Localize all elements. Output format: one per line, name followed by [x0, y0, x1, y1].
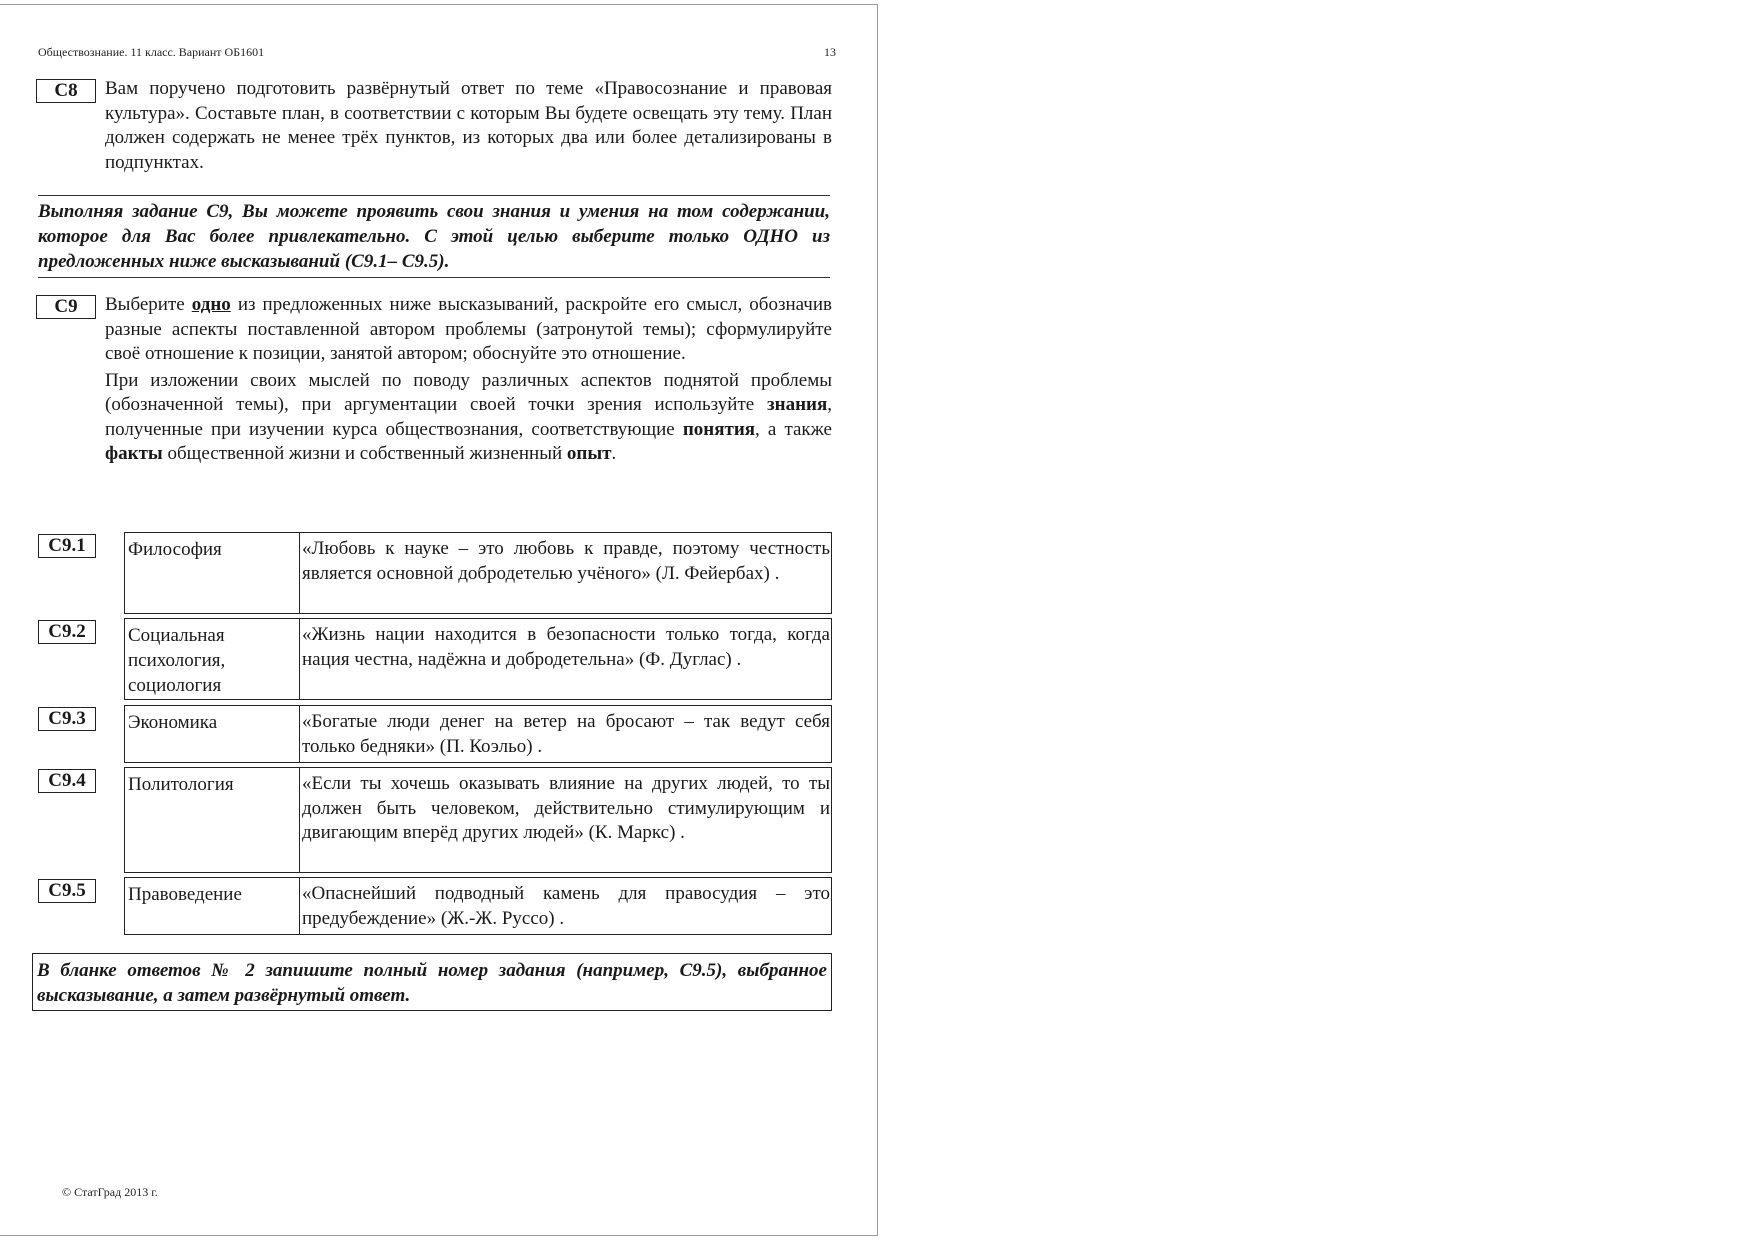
page-number: 13 [824, 45, 836, 59]
option-row [36, 532, 832, 614]
task-c9-paragraph-1: Выберите одно из предложенных ниже высказываний, раскройте его смысл, обозначив разные аспекты поставленной автором проблемы (затронутой темы); сформулируйте своё отношение к позиции, занятой автором; обоснуйте это отношение. [105, 294, 832, 364]
option-row [36, 877, 832, 935]
task-c9-paragraph-2: При изложении своих мыслей по поводу различных аспектов поднятой проблемы (обозначенной темы), при аргументации своей точки зрения используйте знания, полученные при изучении курса обществознания, соответствующие понятия, а также факты общественной жизни и собственный жизненный опыт. [105, 369, 832, 464]
option-field: Экономика [125, 706, 300, 762]
option-label: С9.2 [38, 620, 96, 644]
task-c9-text [105, 293, 832, 469]
emphasis-experience: опыт [566, 443, 612, 464]
emphasis-concepts: понятия [682, 418, 756, 440]
emphasis-one: одно [191, 294, 231, 315]
option-quote: «Богатые люди денег на ветер на бросают – так ведут себя только бедняки» (П. Коэльо) . [302, 711, 830, 757]
option-row [36, 767, 832, 873]
emphasis-knowledge: знания [766, 394, 828, 415]
option-box [124, 532, 832, 614]
divider-bottom [38, 277, 830, 278]
option-box [124, 618, 832, 700]
option-quote: «Любовь к науке – это любовь к правде, поэтому честность является основной добродетелью учёного» (Л. Фейербах) . [302, 538, 830, 584]
option-quote: «Если ты хочешь оказывать влияние на других людей, то ты должен быть человеком, действительно стимулирующим и двигающим вперёд других людей» (К. Маркс) . [302, 773, 830, 843]
task-c8-text [105, 77, 832, 177]
exam-page [0, 4, 878, 1236]
task-c9 [36, 293, 832, 518]
option-field: Социальная психология, социология [125, 619, 300, 699]
page-header-title: Обществознание. 11 класс. Вариант ОБ1601 [38, 45, 265, 59]
option-label: С9.3 [38, 707, 96, 731]
option-field: Правоведение [125, 878, 300, 934]
c9-intro: Выполняя задание С9, Вы можете проявить свои знания и умения на том содержании, которое для Вас более привлекательно. С этой целью выберите только ОДНО из предложенных ниже высказываний (С9.1– С9.5). [38, 201, 830, 272]
option-label: С9.1 [38, 534, 96, 558]
emphasis-facts: факты [105, 443, 163, 464]
divider-top [38, 195, 830, 196]
option-row [36, 705, 832, 763]
option-label: С9.4 [38, 769, 96, 793]
answer-instruction: В бланке ответов № 2 запишите полный номер задания (например, С9.5), выбранное высказывание, а затем развёрнутый ответ. [32, 953, 832, 1011]
option-quote: «Жизнь нации находится в безопасности только тогда, когда нация честна, надёжна и добродетельна» (Ф. Дуглас) . [302, 624, 830, 670]
task-c8-paragraph: Вам поручено подготовить развёрнутый ответ по теме «Правосознание и правовая культура». Составьте план, в соответствии с которым Вы будете освещать эту тему. План должен содержать не менее трёх пунктов, из которых два или более детализированы в подпунктах. [105, 78, 832, 173]
option-box [124, 767, 832, 873]
task-c8 [36, 77, 832, 177]
task-c9-label: С9 [36, 295, 96, 319]
option-box [124, 877, 832, 935]
copyright-footer: © СтатГрад 2013 г. [62, 1185, 158, 1199]
option-quote: «Опаснейший подводный камень для правосудия – это предубеждение» (Ж.-Ж. Руссо) . [302, 883, 830, 929]
option-row [36, 618, 832, 700]
option-label: С9.5 [38, 879, 96, 903]
task-c8-label: С8 [36, 79, 96, 103]
option-field: Политология [125, 768, 300, 872]
option-field: Философия [125, 533, 300, 613]
option-box [124, 705, 832, 763]
